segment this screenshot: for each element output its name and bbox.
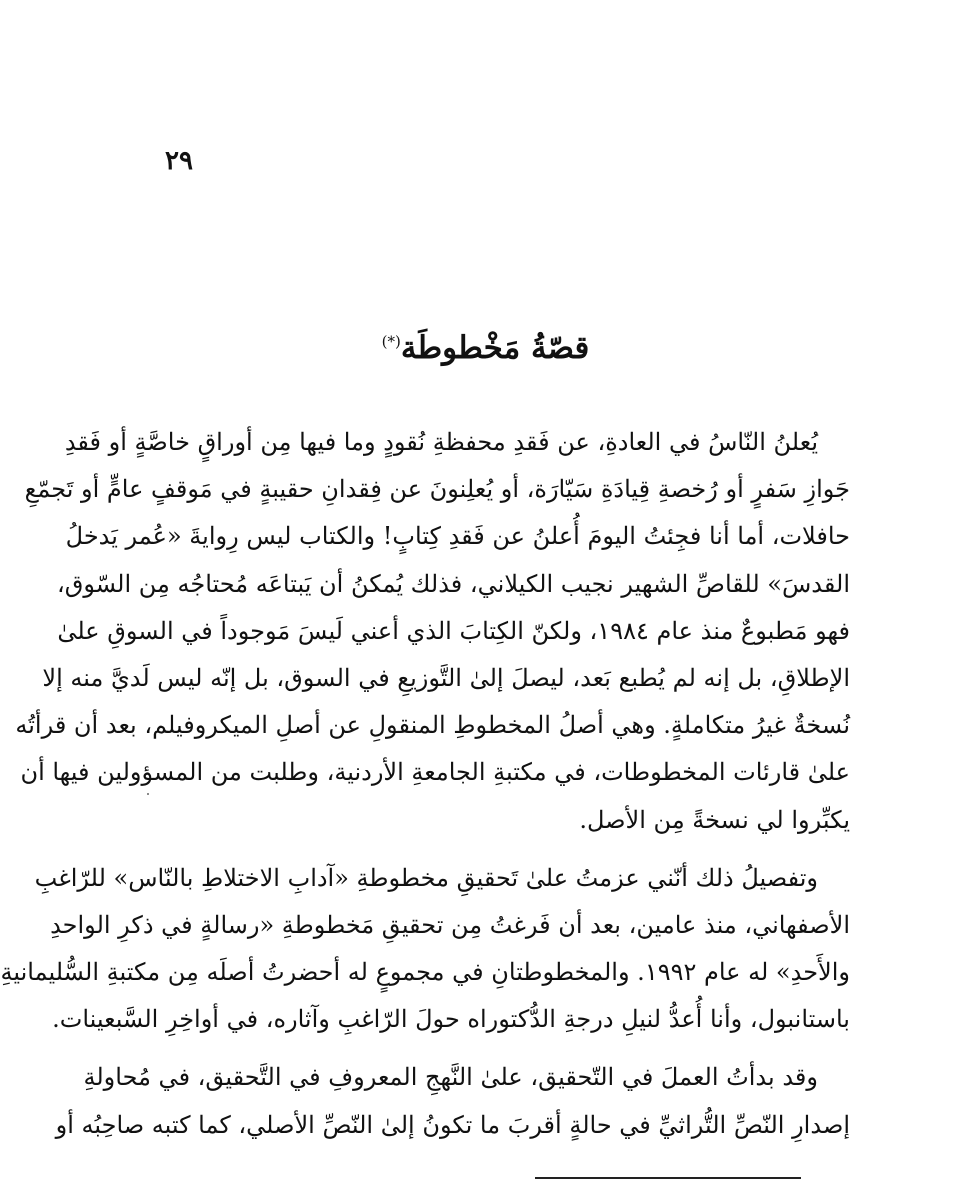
text-line: نُسخةٌ غيرُ متكاملةٍ. وهي أصلُ المخطوطِ المنقولِ عن أصلِ الميكروفيلم، بعد أن قرأتُه [15,711,850,740]
chapter-title-text: قصّةُ مَخْطوطَة [400,330,590,366]
chapter-title [17,330,954,366]
footnote-divider [535,1177,801,1179]
footnote-marker: (*) [381,332,401,351]
text-line: القدسَ» للقاصِّ الشهير نجيب الكيلاني، فذلك يُمكنُ أن يَبتاعَه مُحتاجُه مِن السّوق، [56,569,850,598]
text-line: باستانبول، وأنا أُعدُّ لنيلِ درجةِ الدُّكتوراه حولَ الرّاغبِ وآثاره، في أواخِرِ السَّبعينات. [52,1005,850,1034]
text-line: يكبِّروا لي نسخةً مِن الأصل. [579,805,850,834]
text-line: علىٰ قارئات المخطوطات، في مكتبةِ الجامعةِ الأردنية، وطلبت من المسؤولين فيها أن [20,758,850,787]
text-line: وتفصيلُ ذلك أنّني عزمتُ علىٰ تَحقيقِ مخطوطةِ «آدابِ الاختلاطِ بالنّاس» للرّاغبِ [34,863,818,892]
page-number: ٢٩ [165,146,193,176]
text-line: إصدارِ النّصِّ التُّراثيِّ في حالةٍ أقربَ ما تكونُ إلىٰ النّصِّ الأصلي، كما كتبه صاحِبُه أو [55,1110,850,1139]
text-line: حافلات، أما أنا فجِئتُ اليومَ أُعلنُ عن فَقدِ كِتابٍ! والكتاب ليس رِوايةَ «عُمر يَدخلُ [65,522,850,551]
text-line: والأَحدِ» له عام ١٩٩٢. والمخطوطتانِ في مجموعٍ له أحضرتُ أصلَه مِن مكتبةِ السُّليمانيةِ [0,958,850,987]
text-line: الأصفهاني، منذ عامين، بعد أن فَرغتُ مِن تحقيقِ مَخطوطةِ «رسالةٍ في ذكرِ الواحدِ [50,910,850,939]
paragraph [0,855,850,1044]
paragraph-gap [147,844,850,855]
text-line: الإطلاقِ، بل إنه لم يُطبع بَعد، ليصلَ إلىٰ التَّوزيعِ في السوق، بل إنّه ليس لَديَّ منه إلا [42,663,850,692]
text-line: فهو مَطبوعٌ منذ عام ١٩٨٤، ولكنّ الكِتابَ الذي أعني لَيسَ مَوجوداً في السوقِ علىٰ [57,616,850,645]
paragraph-gap [147,1043,850,1054]
paragraph [55,1054,850,1148]
text-line: وقد بدأتُ العملَ في التّحقيق، علىٰ النَّهجِ المعروفِ في التَّحقيق، في مُحاولةِ [83,1063,818,1092]
text-line: يُعلنُ النّاسُ في العادةِ، عن فَقدِ محفظةِ نُقودٍ وما فيها مِن أوراقٍ خاصَّةٍ أو فَقدِ [64,428,818,456]
paragraph [15,419,850,844]
text-line: جَوازِ سَفرٍ أو رُخصةِ قِيادَةِ سَيّارَة، أو يُعلِنونَ عن فِقدانِ حقيبةٍ في مَوقفٍ عامٍّ أو تَجمّعِ [24,475,850,504]
body-text [0,419,850,1149]
